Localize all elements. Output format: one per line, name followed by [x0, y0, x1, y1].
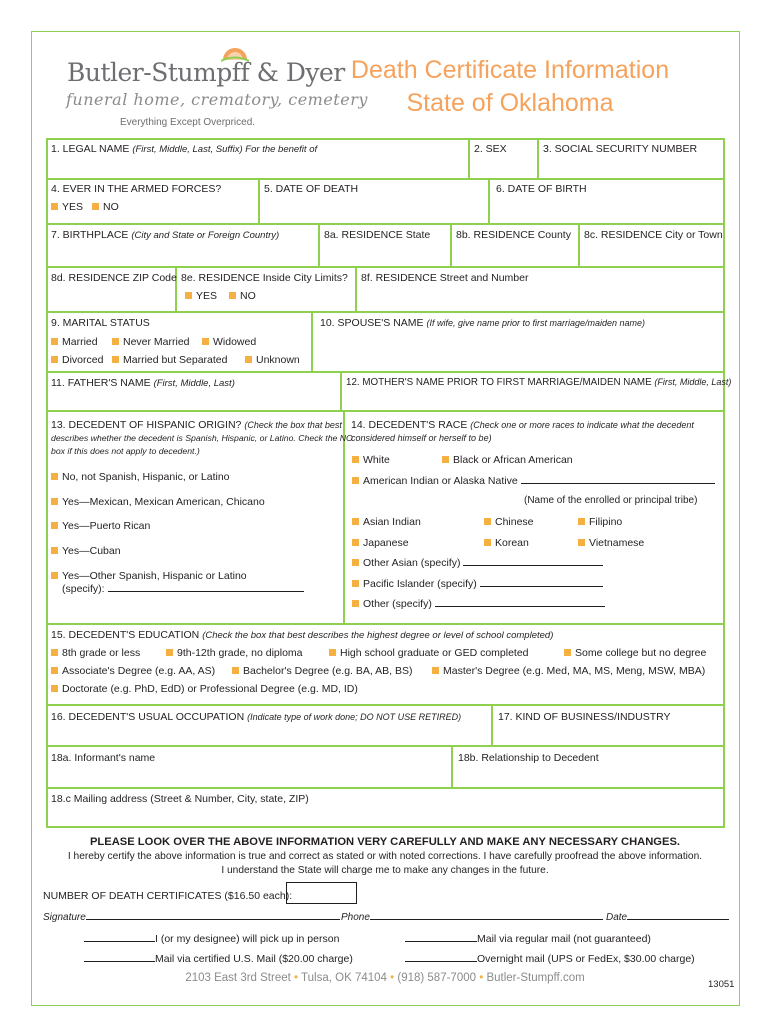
- regular-mail-option[interactable]: Mail via regular mail (not guaranteed): [405, 933, 651, 945]
- hispanic-cuban-option[interactable]: Yes—Cuban: [51, 545, 121, 557]
- col-divider: [451, 745, 453, 787]
- col-divider: [537, 138, 539, 178]
- col-divider: [578, 223, 580, 266]
- field-10-spouse-name[interactable]: 10. SPOUSE'S NAME (If wife, give name prior to first marriage/maiden name): [320, 317, 646, 329]
- option-blank[interactable]: [84, 941, 155, 942]
- field-16-occupation[interactable]: 16. DECEDENT'S USUAL OCCUPATION (Indicate type of work done; DO NOT USE RETIRED): [51, 711, 462, 723]
- checkbox-icon[interactable]: [578, 518, 585, 525]
- signature-blank[interactable]: [86, 919, 340, 920]
- certificates-label: NUMBER OF DEATH CERTIFICATES ($16.50 each):: [43, 890, 293, 902]
- field-8c-residence-city[interactable]: 8c. RESIDENCE City or Town: [584, 229, 723, 241]
- footer-phone: (918) 587-7000: [397, 972, 477, 984]
- footer-city: Tulsa, OK 74104: [301, 972, 387, 984]
- checkbox-icon[interactable]: [352, 456, 359, 463]
- checkbox-icon[interactable]: [112, 356, 119, 363]
- hispanic-specify[interactable]: (specify):: [62, 583, 304, 595]
- tribe-blank[interactable]: [521, 483, 715, 484]
- checkbox-icon[interactable]: [51, 572, 58, 579]
- field-8b-residence-county[interactable]: 8b. RESIDENCE County: [456, 229, 571, 241]
- marital-divorced-option[interactable]: Divorced: [51, 354, 103, 366]
- row-divider: [46, 410, 725, 412]
- footer-web[interactable]: Butler-Stumpff.com: [486, 972, 585, 984]
- edu-associate-option[interactable]: Associate's Degree (e.g. AA, AS): [51, 665, 215, 677]
- checkbox-icon[interactable]: [202, 338, 209, 345]
- col-divider: [258, 178, 260, 223]
- checkbox-icon[interactable]: [51, 203, 58, 210]
- hispanic-other-option[interactable]: Yes—Other Spanish, Hispanic or Latino: [51, 570, 247, 582]
- tribe-label: (Name of the enrolled or principal tribe): [524, 495, 698, 506]
- hispanic-no-option[interactable]: No, not Spanish, Hispanic, or Latino: [51, 471, 230, 483]
- checkbox-icon[interactable]: [484, 539, 491, 546]
- edu-9-12-option[interactable]: 9th-12th grade, no diploma: [166, 647, 303, 659]
- field-8d-zip[interactable]: 8d. RESIDENCE ZIP Code: [51, 272, 177, 284]
- row-divider: [46, 178, 725, 180]
- checkbox-icon[interactable]: [484, 518, 491, 525]
- city-limits-no-option[interactable]: NO: [229, 290, 256, 302]
- armed-forces-yes-option[interactable]: YES: [51, 201, 83, 213]
- checkbox-icon[interactable]: [166, 649, 173, 656]
- edu-hs-option[interactable]: High school graduate or GED completed: [329, 647, 529, 659]
- col-divider: [491, 704, 493, 745]
- field-13-hint: describes whether the decedent is Spanish, Hispanic, or Latino. Check the NO: [51, 433, 353, 443]
- race-chinese-option[interactable]: Chinese: [484, 516, 534, 528]
- checkbox-icon[interactable]: [352, 539, 359, 546]
- race-korean-option[interactable]: Korean: [484, 537, 529, 549]
- field-13-hint: box if this does not apply to decedent.): [51, 446, 200, 456]
- checkbox-icon[interactable]: [112, 338, 119, 345]
- row-divider: [46, 623, 725, 625]
- notice-heading: PLEASE LOOK OVER THE ABOVE INFORMATION VERY CAREFULLY AND MAKE ANY NECESSARY CHANGES.: [89, 836, 681, 848]
- field-1-legal-name[interactable]: 1. LEGAL NAME (First, Middle, Last, Suffix) For the benefit of: [51, 143, 318, 155]
- hispanic-puerto-rican-option[interactable]: Yes—Puerto Rican: [51, 520, 150, 532]
- armed-forces-no-option[interactable]: NO: [92, 201, 119, 213]
- field-7-birthplace[interactable]: 7. BIRTHPLACE (City and State or Foreign Country): [51, 229, 280, 241]
- col-divider: [450, 223, 452, 266]
- edu-8th-option[interactable]: 8th grade or less: [51, 647, 140, 659]
- row-divider: [46, 787, 725, 789]
- checkbox-icon[interactable]: [229, 292, 236, 299]
- title-line-1: Death Certificate Information: [350, 56, 670, 84]
- field-18c-mailing-address[interactable]: 18.c Mailing address (Street & Number, City, state, ZIP): [51, 793, 309, 805]
- col-divider: [355, 266, 357, 311]
- col-divider: [340, 371, 342, 410]
- logo: [55, 44, 368, 134]
- field-4-armed-forces: 4. EVER IN THE ARMED FORCES?: [51, 183, 222, 195]
- bullet-icon: •: [390, 972, 395, 984]
- signature-field[interactable]: Signature: [43, 912, 340, 923]
- overnight-option[interactable]: Overnight mail (UPS or FedEx, $30.00 charge): [405, 953, 695, 965]
- certificates-count-input[interactable]: [286, 882, 357, 904]
- field-12-mother-name[interactable]: 12. MOTHER'S NAME PRIOR TO FIRST MARRIAGE/MAIDEN NAME (First, Middle, Last): [346, 377, 732, 388]
- row-divider: [46, 311, 725, 313]
- checkbox-icon[interactable]: [185, 292, 192, 299]
- checkbox-icon[interactable]: [51, 498, 58, 505]
- checkbox-icon[interactable]: [564, 649, 571, 656]
- race-japanese-option[interactable]: Japanese: [352, 537, 409, 549]
- checkbox-icon[interactable]: [432, 667, 439, 674]
- edu-master-option[interactable]: Master's Degree (e.g. Med, MA, MS, Meng, MSW, MBA): [432, 665, 705, 677]
- marital-unknown-option[interactable]: Unknown: [245, 354, 300, 366]
- checkbox-icon[interactable]: [352, 600, 359, 607]
- checkbox-icon[interactable]: [352, 518, 359, 525]
- field-17-industry[interactable]: 17. KIND OF BUSINESS/INDUSTRY: [498, 711, 671, 723]
- date-field[interactable]: Date: [606, 912, 729, 923]
- row-divider: [46, 223, 725, 225]
- checkbox-icon[interactable]: [51, 547, 58, 554]
- city-limits-yes-option[interactable]: YES: [185, 290, 217, 302]
- form-number: 13051: [708, 979, 735, 990]
- race-white-option[interactable]: White: [352, 454, 390, 466]
- race-asian-indian-option[interactable]: Asian Indian: [352, 516, 421, 528]
- title-line-2: State of Oklahoma: [406, 89, 614, 117]
- checkbox-icon[interactable]: [232, 667, 239, 674]
- checkbox-icon[interactable]: [352, 477, 359, 484]
- option-blank[interactable]: [84, 961, 155, 962]
- option-blank[interactable]: [405, 961, 477, 962]
- field-14-race: 14. DECEDENT'S RACE (Check one or more races to indicate what the decedent: [351, 419, 694, 431]
- field-8f-street[interactable]: 8f. RESIDENCE Street and Number: [361, 272, 529, 284]
- race-filipino-option[interactable]: Filipino: [578, 516, 622, 528]
- checkbox-icon[interactable]: [51, 338, 58, 345]
- checkbox-icon[interactable]: [51, 473, 58, 480]
- bullet-icon: •: [479, 972, 484, 984]
- edu-doctorate-option[interactable]: Doctorate (e.g. PhD, EdD) or Professional Degree (e.g. MD, ID): [51, 683, 358, 695]
- field-8a-residence-state[interactable]: 8a. RESIDENCE State: [324, 229, 431, 241]
- row-divider: [46, 371, 725, 373]
- notice-line-2: I understand the State will charge me to make any changes in the future.: [221, 865, 549, 876]
- row-divider: [46, 704, 725, 706]
- specify-blank[interactable]: [435, 606, 605, 607]
- checkbox-icon[interactable]: [329, 649, 336, 656]
- phone-field[interactable]: Phone: [341, 912, 603, 923]
- field-14-hint: considered himself or herself to be): [351, 433, 492, 443]
- footer-address: 2103 East 3rd Street: [185, 972, 291, 984]
- checkbox-icon[interactable]: [352, 580, 359, 587]
- col-divider: [488, 178, 490, 223]
- specify-blank[interactable]: [463, 565, 603, 566]
- checkbox-icon[interactable]: [51, 649, 58, 656]
- race-other-asian-option[interactable]: Other Asian (specify): [352, 557, 603, 569]
- col-divider: [318, 223, 320, 266]
- edu-some-college-option[interactable]: Some college but no degree: [564, 647, 706, 659]
- field-9-marital-status: 9. MARITAL STATUS: [51, 317, 150, 329]
- col-divider: [468, 138, 470, 178]
- checkbox-icon[interactable]: [442, 456, 449, 463]
- race-pacific-option[interactable]: Pacific Islander (specify): [352, 578, 603, 590]
- field-2-sex[interactable]: 2. SEX: [474, 143, 507, 155]
- field-13-hispanic-origin: 13. DECEDENT OF HISPANIC ORIGIN? (Check the box that best: [51, 419, 342, 431]
- field-11-father-name[interactable]: 11. FATHER'S NAME (First, Middle, Last): [51, 377, 235, 389]
- brand-tagline: Everything Except Overpriced.: [120, 117, 256, 128]
- option-blank[interactable]: [405, 941, 477, 942]
- checkbox-icon[interactable]: [51, 356, 58, 363]
- phone-blank[interactable]: [370, 919, 603, 920]
- race-aian-option[interactable]: American Indian or Alaska Native: [352, 475, 715, 487]
- marital-widowed-option[interactable]: Widowed: [202, 336, 256, 348]
- edu-bachelor-option[interactable]: Bachelor's Degree (e.g. BA, AB, BS): [232, 665, 413, 677]
- brand-name: Butler-Stumpff & Dyer: [67, 58, 345, 87]
- checkbox-icon[interactable]: [51, 522, 58, 529]
- race-other-option[interactable]: Other (specify): [352, 598, 605, 610]
- field-18a-informant[interactable]: 18a. Informant's name: [51, 752, 156, 764]
- notice-line-1: I hereby certify the above information is true and correct as stated or with noted corrections. I have carefully proofread the above information.: [67, 851, 703, 862]
- specify-blank[interactable]: [480, 586, 603, 587]
- row-divider: [46, 266, 725, 268]
- pickup-option[interactable]: I (or my designee) will pick up in person: [84, 933, 339, 945]
- race-black-option[interactable]: Black or African American: [442, 454, 573, 466]
- row-divider: [46, 745, 725, 747]
- checkbox-icon[interactable]: [51, 685, 58, 692]
- checkbox-icon[interactable]: [245, 356, 252, 363]
- marital-never-option[interactable]: Never Married: [112, 336, 190, 348]
- checkbox-icon[interactable]: [578, 539, 585, 546]
- bullet-icon: •: [294, 972, 299, 984]
- col-divider: [311, 311, 313, 371]
- footer-contact: [0, 972, 770, 984]
- hispanic-mexican-option[interactable]: Yes—Mexican, Mexican American, Chicano: [51, 496, 265, 508]
- field-6-date-of-birth[interactable]: 6. DATE OF BIRTH: [496, 183, 587, 195]
- checkbox-icon[interactable]: [92, 203, 99, 210]
- brand-subtitle: funeral home, crematory, cemetery: [66, 90, 368, 109]
- race-vietnamese-option[interactable]: Vietnamese: [578, 537, 644, 549]
- page-title: [300, 54, 720, 120]
- field-8e-city-limits: 8e. RESIDENCE Inside City Limits?: [181, 272, 348, 284]
- certified-mail-option[interactable]: Mail via certified U.S. Mail ($20.00 charge): [84, 953, 353, 965]
- date-blank[interactable]: [627, 919, 729, 920]
- checkbox-icon[interactable]: [51, 667, 58, 674]
- field-15-education: 15. DECEDENT'S EDUCATION (Check the box that best describes the highest degree or level of school completed): [51, 629, 554, 641]
- field-18b-relationship[interactable]: 18b. Relationship to Decedent: [458, 752, 599, 764]
- checkbox-icon[interactable]: [352, 559, 359, 566]
- marital-married-option[interactable]: Married: [51, 336, 98, 348]
- field-3-ssn[interactable]: 3. SOCIAL SECURITY NUMBER: [543, 143, 698, 155]
- marital-separated-option[interactable]: Married but Separated: [112, 354, 227, 366]
- specify-blank[interactable]: [108, 591, 304, 592]
- field-5-date-of-death[interactable]: 5. DATE OF DEATH: [264, 183, 359, 195]
